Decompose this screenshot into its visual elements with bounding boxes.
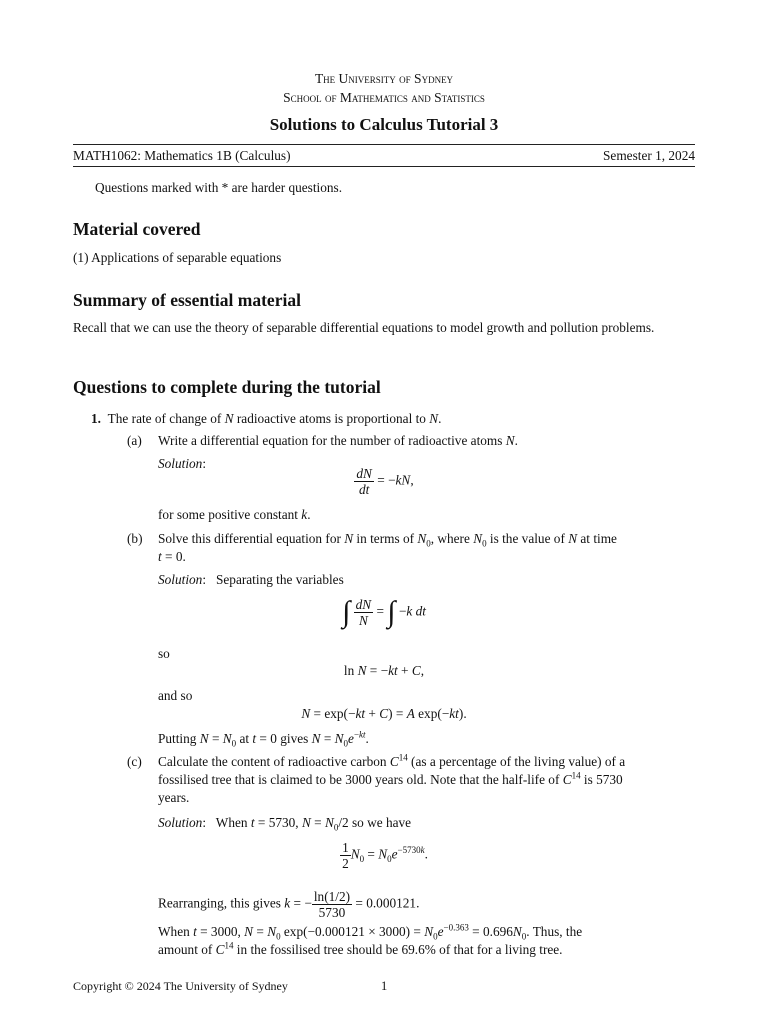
equation-integral: ∫ $\frac{dN}{N}$ = ∫ −k dt [342, 595, 426, 629]
separating-text: Separating the variables [216, 572, 344, 587]
solution-word: Solution [158, 815, 203, 830]
copyright-footer: Copyright © 2024 The University of Sydney [73, 979, 288, 993]
course-code: MATH1062: Mathematics 1B (Calculus) [73, 148, 291, 163]
amount-2: in the fossilised tree should be 69.6% of that for a living tree. [233, 942, 563, 957]
fraction-ln-half: $\frac{\ln(1/2)}{5730}$ [313, 889, 351, 920]
semester-label: Semester 1, 2024 [603, 148, 695, 163]
part-a-question: Write a differential equation for the number of radioactive atoms [158, 433, 506, 448]
c-sol-1: When [215, 815, 251, 830]
equation-half-life: $\frac{1}{2}$ $N_0 = N_0e^{-5730k}$. [342, 840, 428, 871]
part-c-text-4: is 5730 [580, 772, 623, 787]
fraction-dn-n: $\frac{dN}{N}$ [355, 597, 372, 628]
so-text: so [158, 646, 170, 661]
when-2: . Thus, the [526, 924, 583, 939]
part-b-text-2: in terms of [353, 531, 418, 546]
material-item: (1) Applications of separable equations [73, 250, 282, 265]
part-b-text-6: = 0. [161, 549, 186, 564]
solution-word: Solution [158, 572, 203, 587]
part-b-text-1: Solve this differential equation for [158, 531, 345, 546]
header-rule-bottom [73, 166, 695, 167]
solution-word: Solution [158, 456, 203, 471]
fraction-dn-dt: $\frac{dN}{dt}$ [356, 466, 372, 497]
summary-text: Recall that we can use the theory of separable differential equations to model growth and pollution problems. [73, 320, 655, 335]
part-a-after-text: for some positive constant k. [158, 507, 311, 522]
part-c-text: Calculate the content of radioactive carbon $C^{14}$ (as a percentage of the living value) of a fossilised tree that is claimed to be 3000 years old. Note that the half-life of $C^{14}$ is 5730 years. [158, 752, 626, 805]
part-b-text: Solve this differential equation for N in terms of $N_0$, where $N_0$ is the value of N at time t = 0. [158, 531, 617, 564]
part-a-label: (a) [127, 433, 142, 448]
fraction-one-half: $\frac{1}{2}$ [342, 840, 349, 871]
questions-heading: Questions to complete during the tutorial [73, 377, 381, 397]
c-sol-3: so we have [348, 815, 412, 830]
university-name: The University of Sydney [314, 71, 454, 86]
material-heading: Material covered [73, 219, 201, 239]
q1-stem-mid: radioactive atoms is proportional to [233, 411, 430, 426]
part-c-text-3: fossilised tree that is claimed to be 3000 years old. Note that the half-life of [158, 772, 563, 787]
part-b-label: (b) [127, 531, 143, 546]
rearranging-prefix: Rearranging, this gives [158, 895, 285, 911]
school-name: School of Mathematics and Statistics [283, 90, 485, 105]
putting-2: at [236, 731, 253, 746]
page-title: Solutions to Calculus Tutorial 3 [269, 115, 499, 134]
question-number: 1. [91, 411, 101, 426]
amount-1: amount of [158, 942, 216, 957]
c-sol-2: = 5730, [254, 815, 302, 830]
part-a-solution-label: Solution: [158, 456, 207, 471]
harder-questions-note: Questions marked with * are harder questions. [95, 180, 343, 195]
equation-ln: ln N = −kt + C, [343, 663, 425, 678]
part-b-text-3: , where [430, 531, 474, 546]
equation-exp: N = exp(−kt + C) = A exp(−kt). [301, 706, 467, 721]
putting-text: Putting $N = N_0$ at t = 0 gives $N = N_0e^{-kt}$. [158, 729, 369, 749]
part-c-solution-intro: Solution: When t = 5730, $N = N_0/2$ so we have [158, 815, 412, 833]
putting-3: gives [276, 731, 312, 746]
q1-stem-prefix: The rate of change of [107, 411, 225, 426]
part-a-text: Write a differential equation for the number of radioactive atoms N. [158, 433, 518, 448]
part-c-label: (c) [127, 754, 142, 769]
part-b-text-5: at time [577, 531, 617, 546]
part-c-text-5: years. [158, 790, 190, 805]
equation-dn-dt: $\frac{dN}{dt}$ = −kN, [356, 466, 414, 497]
question-1: 1. The rate of change of N radioactive atoms is proportional to N. [91, 411, 442, 426]
part-c-text-1: Calculate the content of radioactive carbon [158, 754, 390, 769]
when-text: When t = 3000, $N = N_0$ $\exp(-0.000121 \times 3000) = N_0e^{-0.363} = 0.696N_0$. Thus, the amount of $C^{14}$ in the fossilised tree should be 69.6% of that for a living tree. [158, 922, 583, 957]
page-number: 1 [381, 979, 388, 993]
rearranging-text: Rearranging, this gives k = − $\frac{\ln(1/2)}{5730}$ = 0.000121. [158, 889, 420, 920]
part-b-solution-intro: Solution: Separating the variables [158, 572, 344, 587]
and-so-text: and so [158, 688, 193, 703]
part-a-constant-text: for some positive constant [158, 507, 302, 522]
part-b-text-4: is the value of [486, 531, 569, 546]
q1-stem-end: . [438, 411, 442, 426]
when-1: When [158, 924, 194, 939]
putting-1: Putting [158, 731, 200, 746]
summary-heading: Summary of essential material [73, 290, 301, 310]
header-rule-top [73, 144, 695, 145]
part-c-text-2: (as a percentage of the living value) of a [407, 754, 626, 769]
